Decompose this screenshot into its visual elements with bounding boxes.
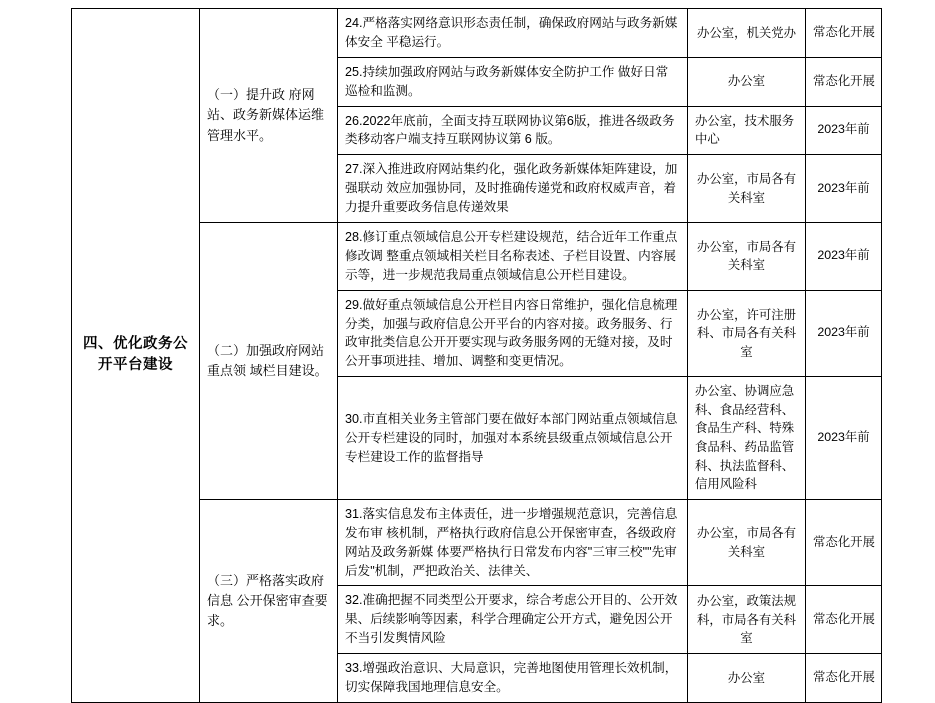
department-cell: 办公室，市局各有关科室 xyxy=(688,499,806,586)
timeline-cell: 常态化开展 xyxy=(806,9,882,58)
task-cell: 30.市直相关业务主管部门要在做好本部门网站重点领域信息公开专栏建设的同时，加强对本系统县级重点领域信息公开专栏建设工作的监督指导 xyxy=(338,377,688,500)
task-cell: 28.修订重点领域信息公开专栏建设规范，结合近年工作重点修改调 整重点领域相关栏目名称表述、子栏目设置、内容展示等，进一步规范我局重点领域信息公开栏目建设。 xyxy=(338,223,688,291)
task-cell: 27.深入推进政府网站集约化，强化政务新媒体矩阵建设，加强联动 效应加强协同，及时推确传递党和政府权威声音，着力提升重要政务信息传递效果 xyxy=(338,155,688,223)
section-title-cell: 四、优化政务公开平台建设 xyxy=(72,9,200,703)
department-cell: 办公室，市局各有关科室 xyxy=(688,155,806,223)
timeline-cell: 2023年前 xyxy=(806,155,882,223)
task-cell: 25.持续加强政府网站与政务新媒体安全防护工作 做好日常巡检和监测。 xyxy=(338,57,688,106)
department-cell: 办公室 xyxy=(688,57,806,106)
task-cell: 32.准确把握不同类型公开要求，综合考虑公开目的、公开效果、后续影响等因素，科学合理确定公开方式，避免因公开不当引发舆情风险 xyxy=(338,586,688,654)
department-cell: 办公室，技术服务中心 xyxy=(688,106,806,155)
group-title-cell-2: （二）加强政府网站重点领 域栏目建设。 xyxy=(200,223,338,500)
timeline-cell: 常态化开展 xyxy=(806,654,882,703)
task-cell: 29.做好重点领域信息公开栏目内容日常维护，强化信息梳理分类，加强与政府信息公开平台的内容对接。政务服务、行政审批类信息公开开要实现与政务服务网的无缝对接，及时公开事项进挂、增加、调整和变更情况。 xyxy=(338,290,688,377)
timeline-cell: 2023年前 xyxy=(806,290,882,377)
timeline-cell: 2023年前 xyxy=(806,377,882,500)
timeline-cell: 2023年前 xyxy=(806,223,882,291)
task-cell: 31.落实信息发布主体责任，进一步增强规范意识，完善信息发布审 核机制，严格执行政府信息公开保密审查，各级政府网站及政务新媒 体要严格执行日常发布内容"三审三校""先审后发"机制，严把政治关、法律关、 xyxy=(338,499,688,586)
table-row xyxy=(72,9,882,58)
work-plan-table xyxy=(71,8,882,703)
group-title-cell-3: （三）严格落实政府信息 公开保密审查要求。 xyxy=(200,499,338,702)
department-cell: 办公室，机关党办 xyxy=(688,9,806,58)
table-body xyxy=(72,9,882,703)
document-page xyxy=(0,8,935,695)
department-cell: 办公室、协调应急科、食品经营科、食品生产科、特殊食品科、药品监管科、执法监督科、信用风险科 xyxy=(688,377,806,500)
task-cell: 26.2022年底前，全面支持互联网协议第6版，推进各级政务类移动客户端支持互联网协议第 6 版。 xyxy=(338,106,688,155)
timeline-cell: 常态化开展 xyxy=(806,586,882,654)
timeline-cell: 常态化开展 xyxy=(806,499,882,586)
department-cell: 办公室，市局各有关科室 xyxy=(688,223,806,291)
timeline-cell: 常态化开展 xyxy=(806,57,882,106)
task-cell: 24.严格落实网络意识形态责任制，确保政府网站与政务新媒体安全 平稳运行。 xyxy=(338,9,688,58)
department-cell: 办公室，许可注册科、市局各有关科室 xyxy=(688,290,806,377)
department-cell: 办公室 xyxy=(688,654,806,703)
department-cell: 办公室，政策法规科，市局各有关科室 xyxy=(688,586,806,654)
group-title-cell-1: （一）提升政 府网站、政务新媒体运维管理水平。 xyxy=(200,9,338,223)
task-cell: 33.增强政治意识、大局意识，完善地图使用管理长效机制，切实保障我国地理信息安全。 xyxy=(338,654,688,703)
timeline-cell: 2023年前 xyxy=(806,106,882,155)
